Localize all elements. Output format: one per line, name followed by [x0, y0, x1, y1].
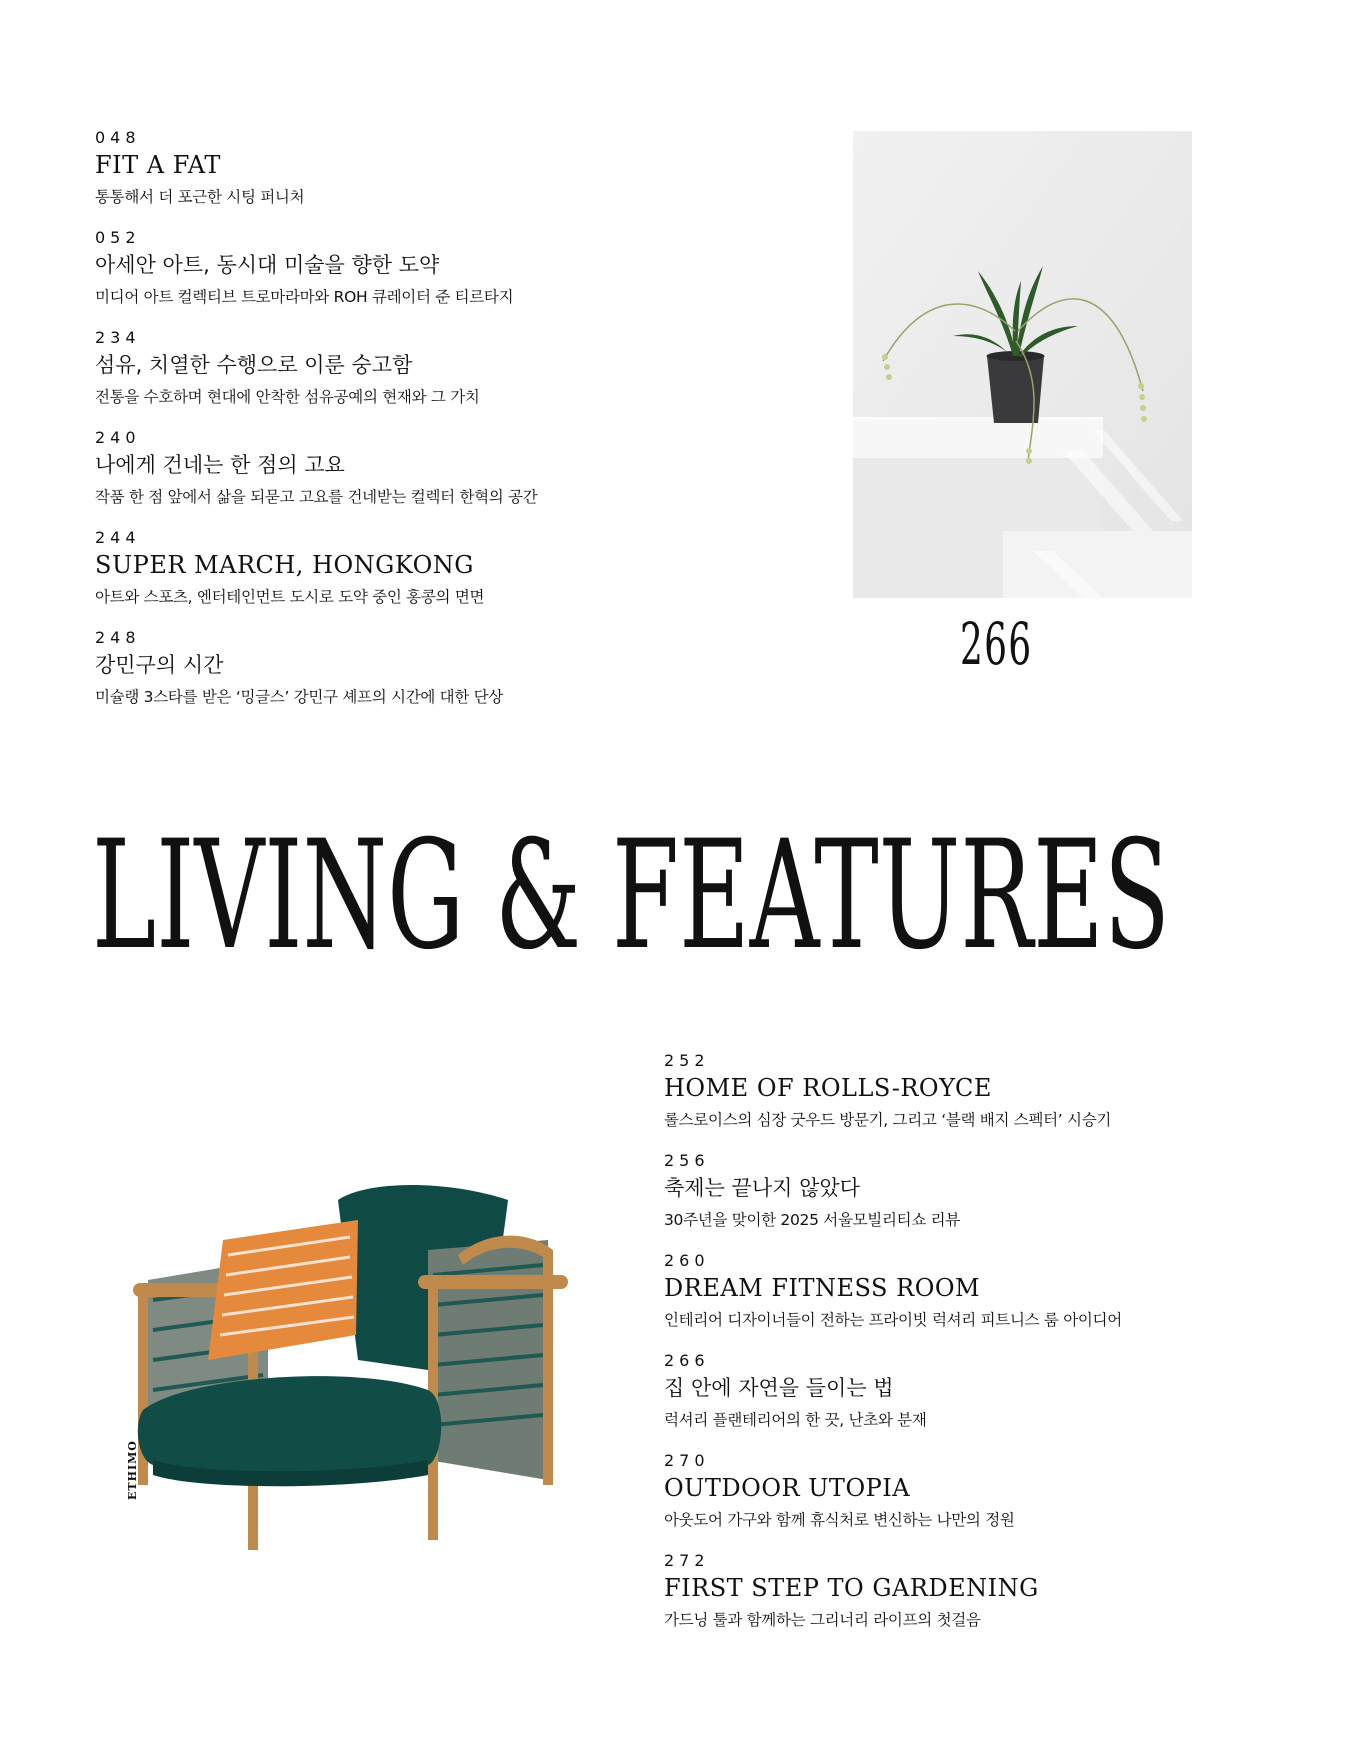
section-heading-svg [92, 805, 1172, 970]
entry-subtitle: 미슐랭 3스타를 받은 ‘밍글스’ 강민구 셰프의 시간에 대한 단상 [95, 688, 503, 706]
entry-page-number: 240 [95, 428, 141, 447]
entry-page-number: 052 [95, 228, 141, 247]
plant-illustration [853, 131, 1192, 598]
entry-subtitle: 가드닝 툴과 함께하는 그리너리 라이프의 첫걸음 [664, 1611, 981, 1629]
entry-page-number: 234 [95, 328, 141, 347]
plant-photo [853, 131, 1192, 598]
toc-entry[interactable] [95, 528, 735, 628]
entry-title: HOME OF ROLLS-ROYCE [664, 1074, 992, 1102]
entry-subtitle: 롤스로이스의 심장 굿우드 방문기, 그리고 ‘블랙 배지 스펙터’ 시승기 [664, 1111, 1112, 1129]
chair-photo [128, 1160, 588, 1560]
entry-subtitle: 전통을 수호하며 현대에 안착한 섬유공예의 현재와 그 가치 [95, 388, 480, 406]
section-title: LIVING & FEATURES [92, 809, 1170, 970]
entry-title: FIRST STEP TO GARDENING [664, 1574, 1039, 1602]
photo-credit: ETHIMO [126, 1440, 139, 1500]
entry-page-number: 248 [95, 628, 141, 647]
section-heading [92, 805, 1172, 970]
toc-entry[interactable] [664, 1051, 1324, 1151]
toc-entry[interactable] [664, 1251, 1324, 1351]
entry-subtitle: 럭셔리 플랜테리어의 한 끗, 난초와 분재 [664, 1411, 927, 1429]
entry-page-number: 266 [664, 1351, 710, 1370]
entry-subtitle: 아트와 스포츠, 엔터테인먼트 도시로 도약 중인 홍콩의 면면 [95, 588, 485, 606]
entry-page-number: 048 [95, 128, 141, 147]
entry-page-number: 256 [664, 1151, 710, 1170]
toc-entry[interactable] [95, 228, 735, 328]
entry-title: SUPER MARCH, HONGKONG [95, 551, 474, 579]
entry-subtitle: 미디어 아트 컬렉티브 트로마라마와 ROH 큐레이터 준 티르타지 [95, 288, 514, 306]
entry-page-number: 260 [664, 1251, 710, 1270]
entry-page-number: 244 [95, 528, 141, 547]
entry-subtitle: 아웃도어 가구와 함께 휴식처로 변신하는 나만의 정원 [664, 1511, 1015, 1529]
toc-entry[interactable] [95, 328, 735, 428]
entry-title: 축제는 끝나지 않았다 [664, 1176, 860, 1200]
toc-bottom-list [664, 1051, 1324, 1651]
entry-title: 강민구의 시간 [95, 653, 224, 677]
entry-title: 아세안 아트, 동시대 미술을 향한 도약 [95, 253, 440, 277]
entry-page-number: 272 [664, 1551, 710, 1570]
entry-page-number: 270 [664, 1451, 710, 1470]
entry-subtitle: 30주년을 맞이한 2025 서울모빌리티쇼 리뷰 [664, 1211, 960, 1229]
entry-subtitle: 인테리어 디자이너들이 전하는 프라이빗 럭셔리 피트니스 룸 아이디어 [664, 1311, 1122, 1329]
entry-subtitle: 작품 한 점 앞에서 삶을 되묻고 고요를 건네받는 컬렉터 한혁의 공간 [95, 488, 538, 506]
entry-subtitle: 통통해서 더 포근한 시팅 퍼니처 [95, 188, 305, 206]
toc-entry[interactable] [95, 628, 735, 728]
entry-page-number: 252 [664, 1051, 710, 1070]
armchair-illustration [128, 1160, 588, 1560]
entry-title: 섬유, 치열한 수행으로 이룬 숭고함 [95, 353, 413, 377]
entry-title: DREAM FITNESS ROOM [664, 1274, 981, 1302]
toc-entry[interactable] [664, 1151, 1324, 1251]
toc-entry[interactable] [95, 128, 735, 228]
toc-entry[interactable] [664, 1351, 1324, 1451]
entry-title: 집 안에 자연을 들이는 법 [664, 1376, 894, 1400]
toc-entry[interactable] [664, 1451, 1324, 1551]
featured-page-number: 266 [960, 610, 1033, 678]
entry-title: 나에게 건네는 한 점의 고요 [95, 453, 345, 477]
entry-title: FIT A FAT [95, 151, 221, 179]
toc-entry[interactable] [664, 1551, 1324, 1651]
entry-title: OUTDOOR UTOPIA [664, 1474, 911, 1502]
toc-entry[interactable] [95, 428, 735, 528]
toc-top-list [95, 128, 735, 728]
